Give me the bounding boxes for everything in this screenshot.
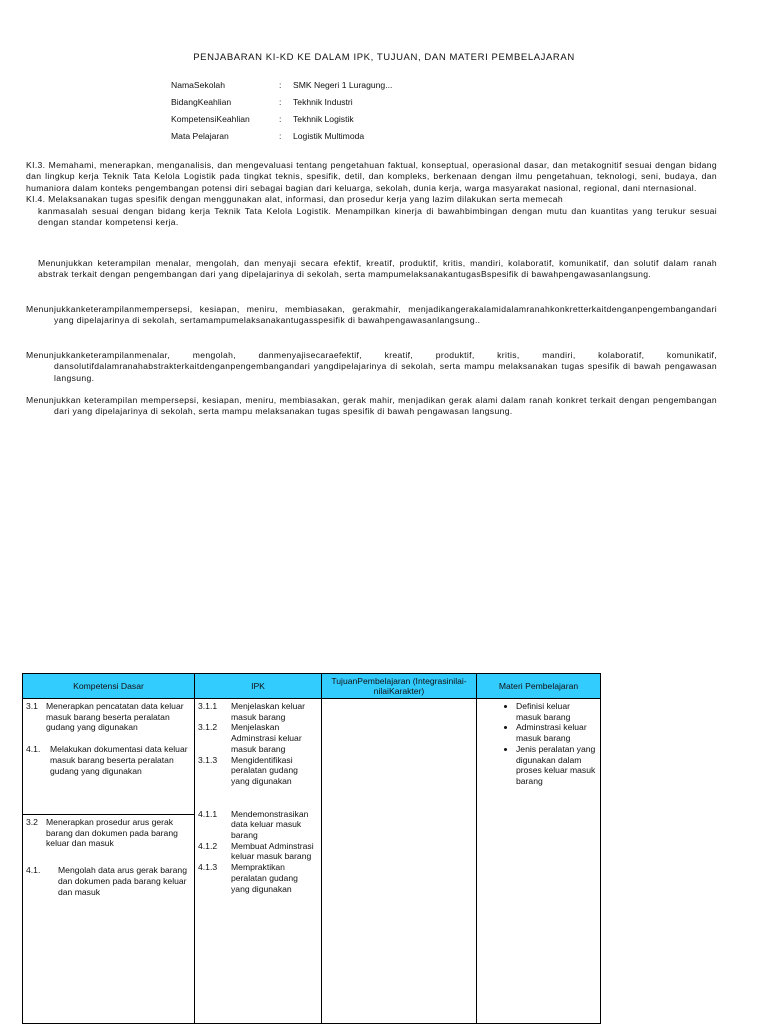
- kd-text: Mengolah data arus gerak barang dan dokumen pada barang keluar dan masuk: [58, 865, 187, 897]
- kd-text: Menerapkan pencatatan data keluar masuk barang beserta peralatan gudang yang digunakan: [46, 701, 184, 733]
- table-row: [23, 699, 601, 815]
- skill-paragraph-4-block: [26, 395, 717, 418]
- ipk-item: [198, 862, 318, 894]
- ipk-item: [198, 722, 318, 754]
- ki-section: [26, 160, 717, 228]
- header-tujuan: TujuanPembelajaran (Integrasinilai-nilaiKarakter): [322, 674, 477, 699]
- ipk-text: Mempraktikan peralatan gudang yang digunakan: [231, 862, 298, 894]
- ipk-number: 3.1.3: [198, 754, 218, 765]
- header-materi: Materi Pembelajaran: [477, 674, 601, 699]
- table-header-row: [23, 674, 601, 699]
- ipk-cell: [195, 699, 322, 1024]
- kd-table: [22, 673, 601, 1024]
- skill-paragraph-2: Menunjukkanketerampilanmempersepsi, kesiapan, meniru, membiasakan, gerakmahir, menjadikangerakalamidalamranahkonkretterkaitdenganpengembangandari yang dipelajarinya di sekolah, sertamampumelaksanakantugasspesifik di bawahpengawasanlangsung..: [26, 304, 717, 326]
- identity-block: [171, 80, 392, 148]
- ipk-text: Menjelaskan keluar masuk barang: [231, 701, 306, 722]
- kd-item: [26, 701, 191, 733]
- kd-number: 3.1: [26, 701, 38, 711]
- identity-label: BidangKeahlian: [171, 97, 232, 107]
- identity-value: Tekhnik Logistik: [293, 114, 354, 124]
- identity-label: NamaSekolah: [171, 80, 225, 90]
- ki4-first-line: KI.4. Melaksanakan tugas spesifik dengan menggunakan alat, informasi, dan prosedur kerja yang lazim dilakukan serta memecah: [26, 194, 563, 205]
- identity-value: Tekhnik Industri: [293, 97, 353, 107]
- kd-cell: [23, 815, 195, 1024]
- kd-text: Menerapkan prosedur arus gerak barang dan dokumen pada barang keluar dan masuk: [46, 817, 178, 849]
- kd-cell: [23, 699, 195, 815]
- identity-value: Logistik Multimoda: [293, 131, 365, 141]
- list-item: • Definisi keluar masuk barang: [516, 701, 597, 722]
- skill-paragraph-2-block: [26, 304, 717, 327]
- kd-item: [26, 865, 191, 897]
- ipk-number: 4.1.3: [198, 862, 218, 873]
- skill-paragraph-4: Menunjukkan keterampilan mempersepsi, kesiapan, meniru, membiasakan, gerak mahir, menjadikan gerak alami dalam ranah konkret terkait dengan pengembangan dari yang dipelajarinya di sekolah, serta mampu melaksanakan tugas spesifik di bawah pengawasan langsung.: [26, 395, 717, 417]
- identity-colon: :: [279, 80, 282, 90]
- identity-label: Mata Pelajaran: [171, 131, 229, 141]
- identity-colon: :: [279, 114, 282, 124]
- tujuan-cell: [322, 699, 477, 1024]
- identity-label: KompetensiKeahlian: [171, 114, 250, 124]
- skill-paragraph-1: Menunjukkan keterampilan menalar, mengolah, dan menyaji secara efektif, kreatif, produktif, kritis, mandiri, kolaboratif, komunikatif, dan solutif dalam ranah abstrak terkait dengan pengembangan dari yang dipelajarinya di sekolah, serta mampumelaksanakantugasBspesifik di bawahpengawasanlangsung.: [38, 258, 717, 280]
- ipk-item: [198, 701, 318, 722]
- kd-number: 4.1.: [26, 744, 41, 755]
- page-title: PENJABARAN KI-KD KE DALAM IPK, TUJUAN, DAN MATERI PEMBELAJARAN: [193, 52, 575, 63]
- identity-value: SMK Negeri 1 Luragung...: [293, 80, 393, 90]
- ki3-paragraph: KI.3. Memahami, menerapkan, menganalisis, dan mengevaluasi tentang pengetahuan faktual, konseptual, operasional dasar, dan metakognitif sesuai dengan bidang dan lingkup kerja Teknik Tata Kelola Logistik pada tingkat teknis, spesifik, detil, dan kompleks, berkenaan dengan ilmu pengetahuan, teknologi, seni, budaya, dan humaniora dalam konteks pengembangan potensi diri sebagai bagian dari keluarga, sekolah, dunia kerja, warga masyarakat nasional, regional, dani nternasional.: [26, 160, 717, 193]
- skill-paragraph-1-block: [26, 258, 717, 281]
- materi-cell: [477, 699, 601, 1024]
- ipk-text: Membuat Adminstrasi keluar masuk barang: [231, 840, 314, 862]
- ipk-number: 4.1.1: [198, 808, 218, 819]
- identity-row-school: [171, 80, 392, 97]
- list-item: • Adminstrasi keluar masuk barang: [516, 722, 597, 743]
- materi-list: [480, 701, 597, 787]
- identity-colon: :: [279, 97, 282, 107]
- list-item: • Jenis peralatan yang digunakan dalam proses keluar masuk barang: [516, 744, 597, 787]
- identity-colon: :: [279, 131, 282, 141]
- ki4-continuation: kanmasalah sesuai dengan bidang kerja Teknik Tata Kelola Logistik. Menampilkan kinerja di bawahbimbingan dengan mutu dan kuantitas yang terukur sesuai dengan standar kompetensi kerja.: [38, 205, 717, 228]
- identity-row-competence: [171, 114, 392, 131]
- kd-text: Melakukan dokumentasi data keluar masuk barang beserta peralatan gudang yang digunakan: [50, 744, 188, 776]
- identity-row-field: [171, 97, 392, 114]
- kd-number: 4.1.: [26, 865, 41, 876]
- ipk-text: Mendemonstrasikan data keluar masuk barang: [231, 808, 309, 841]
- kd-number: 3.2: [26, 817, 38, 827]
- ipk-number: 3.1.2: [198, 722, 218, 733]
- ipk-number: 3.1.1: [198, 701, 218, 711]
- kd-item: [26, 817, 191, 849]
- ipk-item: [198, 755, 318, 787]
- skill-paragraph-3-block: [26, 350, 717, 384]
- ipk-number: 4.1.2: [198, 840, 218, 851]
- ipk-text: Mengidentifikasi peralatan gudang yang digunakan: [231, 754, 298, 786]
- identity-row-subject: [171, 131, 392, 148]
- header-ipk: IPK: [195, 674, 322, 699]
- ipk-item: [198, 841, 318, 862]
- ipk-text: Menjelaskan Adminstrasi keluar masuk barang: [231, 722, 302, 754]
- header-kompetensi-dasar: Kompetensi Dasar: [23, 674, 195, 699]
- ipk-item: [198, 809, 318, 841]
- kd-item: [26, 744, 191, 776]
- skill-paragraph-3: Menunjukkanketerampilanmenalar, mengolah, danmenyajisecaraefektif, kreatif, produktif, kritis, mandiri, kolaboratif, komunikatif, dansolutifdalamranahabstrakterkaitdenganpengembangandari yangdipelajarinya di sekolah, serta mampu melaksanakan tugas spesifik di bawah pengawasan langsung.: [26, 350, 717, 383]
